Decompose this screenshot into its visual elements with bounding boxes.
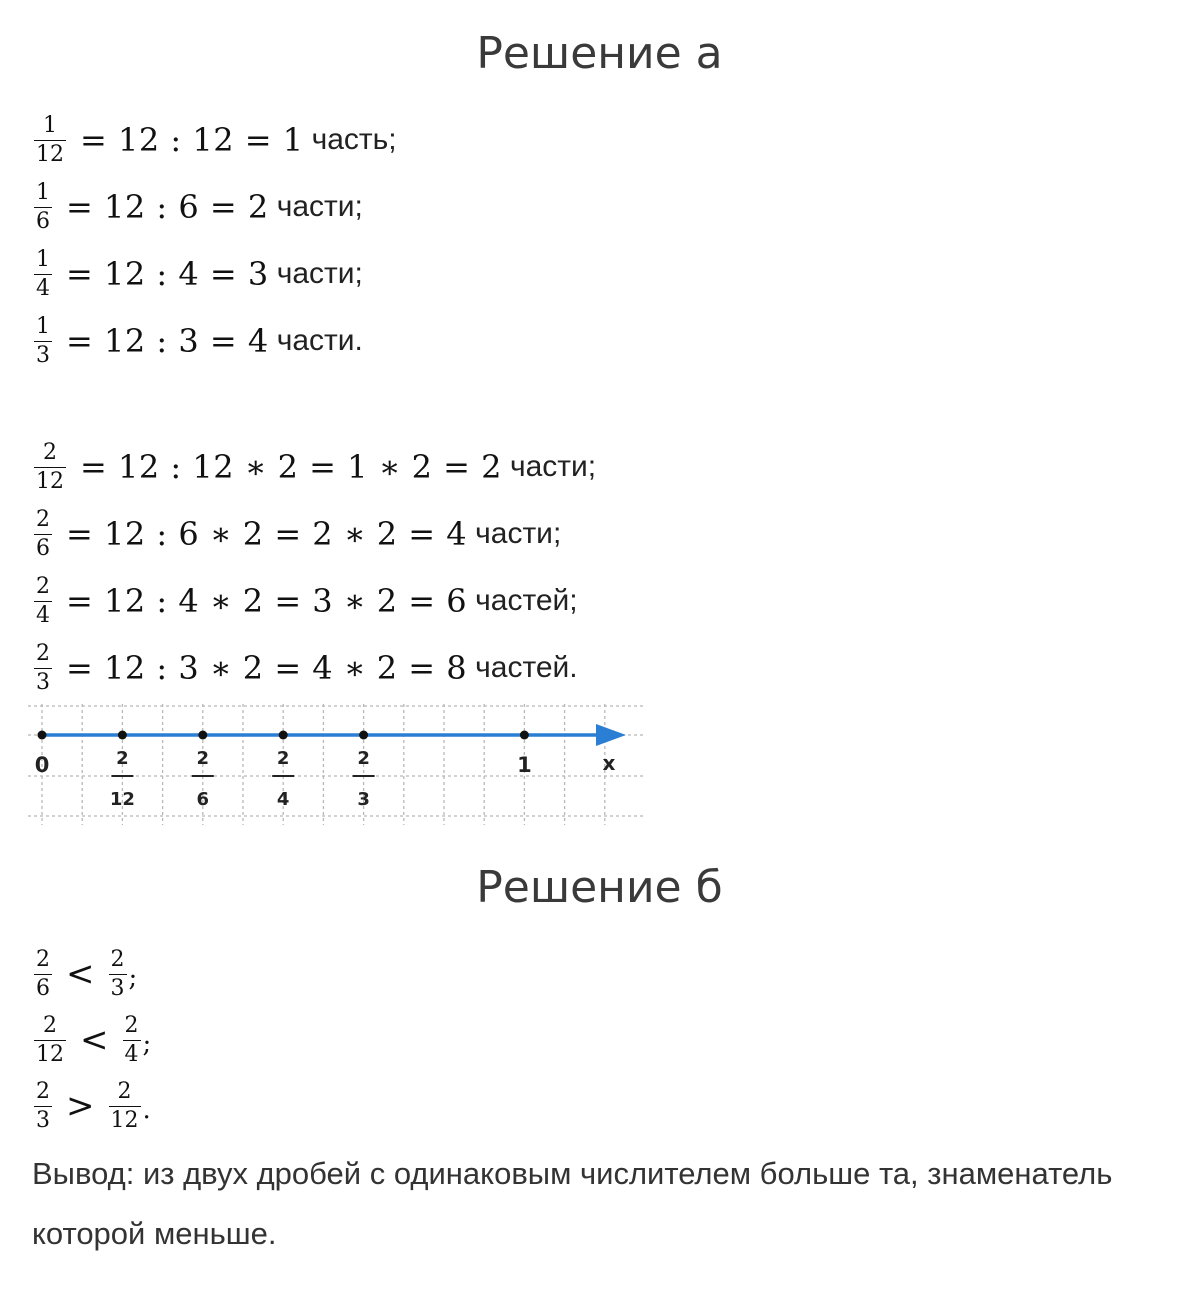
fraction-denominator: 4 [124,1041,139,1067]
point-label-denominator: 6 [196,789,210,810]
equation-unit-word: части. [276,324,363,357]
fraction-numerator: 2 [43,439,57,465]
fraction-numerator: 2 [36,640,50,666]
equation-unit-word: части; [276,257,363,290]
fraction [34,313,52,368]
equation-unit-word: часть; [311,123,397,156]
fraction [34,640,52,695]
fraction-numerator: 1 [36,246,50,272]
axis-arrow-icon [596,724,626,746]
equation-expression: = 12 : 12 ∗ 2 = 1 ∗ 2 = 2 [80,448,502,486]
heading-solution-b: Решение б [476,862,723,913]
fraction-denominator: 6 [36,975,50,1001]
fraction [34,506,52,561]
equation-line [32,177,363,237]
fraction-denominator: 12 [36,1041,64,1067]
point-label-whole: 0 [34,753,50,777]
fraction-denominator: 4 [36,602,50,628]
fraction-left [34,1012,66,1067]
fraction-denominator: 4 [36,275,50,301]
point-label-numerator: 2 [196,748,210,769]
fraction-denominator: 3 [110,975,125,1001]
equation-expression: = 12 : 6 = 2 [66,188,269,226]
fraction-right [123,1012,141,1067]
number-line-point [38,731,47,740]
fraction-numerator: 1 [43,112,57,138]
fraction-left [34,1078,52,1133]
equation-expression: = 12 : 12 = 1 [80,121,304,159]
line-end-punctuation: ; [128,963,138,993]
fraction-left [34,946,52,1001]
equation-line [32,638,578,698]
equation-unit-word: части; [475,517,562,550]
fraction-right [109,946,127,1001]
fraction-numerator: 2 [110,946,125,972]
fraction-denominator: 6 [36,535,50,561]
comparison-line [32,1076,151,1136]
fraction-denominator: 12 [110,1107,139,1133]
fraction-numerator: 1 [36,313,50,339]
equation-line [32,571,578,631]
fraction-denominator: 6 [36,208,50,234]
fraction-denominator: 12 [36,468,64,494]
point-label-whole: 1 [517,753,532,777]
fraction-numerator: 2 [36,573,50,599]
fraction-numerator: 2 [36,946,50,972]
fraction-denominator: 3 [36,342,50,368]
number-line-point [279,731,288,740]
point-label-denominator: 3 [357,789,370,810]
fraction-numerator: 2 [36,1078,50,1104]
fraction-denominator: 12 [36,141,64,167]
fraction-numerator: 1 [36,179,50,205]
axis-label: x [602,751,616,775]
line-end-punctuation: . [142,1095,151,1125]
equation-unit-word: частей. [475,651,578,684]
comparison-line [32,1010,151,1070]
equation-expression: = 12 : 4 ∗ 2 = 3 ∗ 2 = 6 [66,582,468,620]
equation-expression: = 12 : 3 = 4 [66,322,269,360]
number-line-point [520,731,529,740]
equation-expression: = 12 : 6 ∗ 2 = 2 ∗ 2 = 4 [66,515,468,553]
fraction-numerator: 2 [36,506,50,532]
number-line-point [198,731,207,740]
fraction-right [109,1078,141,1133]
fraction-numerator: 2 [124,1012,139,1038]
equation-line [32,437,596,497]
equation-line [32,311,363,371]
fraction [34,112,66,167]
equation-unit-word: частей; [475,584,578,617]
fraction-numerator: 2 [43,1012,57,1038]
equation-line [32,244,363,304]
comparison-line [32,944,137,1004]
equation-line [32,504,561,564]
heading-solution-a: Решение а [476,28,723,79]
fraction-denominator: 3 [36,1107,50,1133]
equation-expression: = 12 : 4 = 3 [66,255,269,293]
point-label-numerator: 2 [276,748,290,769]
fraction [34,439,66,494]
fraction [34,246,52,301]
number-line-point [118,731,127,740]
point-label-denominator: 12 [109,789,135,810]
equation-unit-word: части; [509,450,597,483]
fraction [34,179,52,234]
number-line-point [359,731,368,740]
fraction-denominator: 3 [36,669,50,695]
point-label-numerator: 2 [116,748,129,769]
comparison-operator: < [66,954,95,994]
line-end-punctuation: ; [142,1029,152,1059]
comparison-operator: < [80,1020,109,1060]
comparison-operator: > [66,1086,95,1126]
fraction-numerator: 2 [117,1078,132,1104]
point-label-denominator: 4 [276,789,290,810]
conclusion-text: Вывод: из двух дробей с одинаковым числителем больше та, знаменатель которой меньше. [32,1156,1113,1251]
fraction [34,573,52,628]
equation-line [32,110,397,170]
point-label-numerator: 2 [357,748,370,769]
equation-expression: = 12 : 3 ∗ 2 = 4 ∗ 2 = 8 [66,649,468,687]
number-line-figure [28,700,648,825]
equation-unit-word: части; [276,190,363,223]
